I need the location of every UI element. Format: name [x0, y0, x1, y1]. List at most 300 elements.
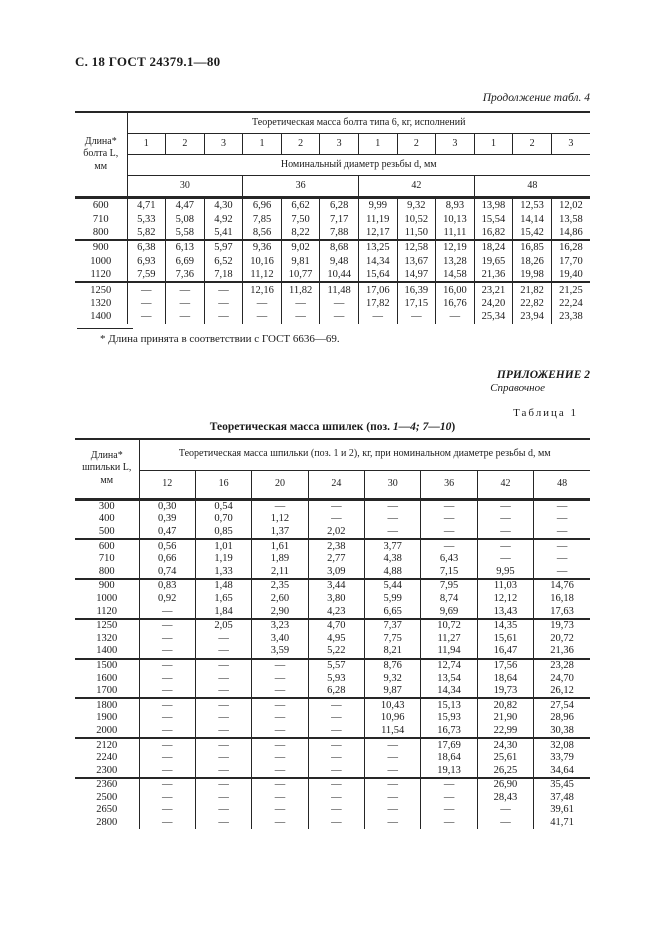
- mass-cell: 11,48: [320, 282, 359, 296]
- length-cell: 900: [75, 579, 139, 593]
- mass-cell: 25,61: [477, 752, 533, 765]
- table-row: [75, 619, 590, 633]
- mass-cell: 12,58: [397, 240, 436, 254]
- mass-cell: —: [195, 672, 251, 685]
- table-row: [75, 804, 590, 817]
- length-cell: 1400: [75, 645, 139, 659]
- mass-cell: —: [365, 752, 421, 765]
- mass-cell: —: [195, 725, 251, 739]
- mass-cell: 7,50: [281, 212, 320, 225]
- length-cell: 2360: [75, 778, 139, 792]
- mass-cell: —: [252, 778, 308, 792]
- table-row: [75, 499, 590, 513]
- mass-cell: 7,95: [421, 579, 477, 593]
- mass-cell: 16,28: [551, 240, 590, 254]
- mass-cell: —: [534, 539, 590, 553]
- mass-cell: 34,64: [534, 764, 590, 778]
- mass-cell: 4,92: [204, 212, 243, 225]
- mass-cell: 2,35: [252, 579, 308, 593]
- length-cell: 2650: [75, 804, 139, 817]
- mass-cell: 10,16: [243, 255, 282, 268]
- mass-cell: —: [139, 712, 195, 725]
- mass-cell: —: [477, 539, 533, 553]
- mass-cell: 18,26: [513, 255, 552, 268]
- mass-cell: 27,54: [534, 698, 590, 712]
- appendix-label: ПРИЛОЖЕНИЕ 2: [496, 368, 590, 381]
- diameter-column-header: 48: [474, 176, 590, 198]
- footnote-rule: [77, 328, 133, 329]
- mass-cell: 7,17: [320, 212, 359, 225]
- mass-cell: 2,38: [308, 539, 364, 553]
- mass-cell: —: [477, 804, 533, 817]
- execution-column-header: 1: [474, 134, 513, 155]
- table-row: [75, 752, 590, 765]
- mass-cell: 8,21: [365, 645, 421, 659]
- mass-cell: —: [308, 778, 364, 792]
- mass-cell: —: [421, 539, 477, 553]
- mass-cell: —: [139, 792, 195, 805]
- mass-cell: 17,06: [358, 282, 397, 296]
- mass-cell: —: [139, 632, 195, 645]
- mass-cell: 6,96: [243, 198, 282, 213]
- length-cell: 500: [75, 526, 139, 540]
- mass-cell: 4,88: [365, 565, 421, 579]
- mass-cell: 19,73: [477, 685, 533, 699]
- mass-cell: 6,65: [365, 605, 421, 619]
- mass-cell: 10,96: [365, 712, 421, 725]
- mass-cell: 15,13: [421, 698, 477, 712]
- mass-cell: —: [195, 685, 251, 699]
- mass-cell: 4,71: [127, 198, 166, 213]
- length-cell: 2000: [75, 725, 139, 739]
- table-row: [75, 198, 590, 213]
- mass-cell: 8,93: [436, 198, 475, 213]
- diameter-column-header: 30: [127, 176, 243, 198]
- mass-cell: —: [320, 310, 359, 323]
- mass-cell: 0,56: [139, 539, 195, 553]
- mass-cell: —: [365, 764, 421, 778]
- mass-cell: 0,92: [139, 593, 195, 606]
- mass-cell: —: [365, 792, 421, 805]
- mass-cell: 23,38: [551, 310, 590, 323]
- mass-cell: 22,99: [477, 725, 533, 739]
- mass-cell: 6,93: [127, 255, 166, 268]
- mass-cell: 5,97: [204, 240, 243, 254]
- mass-cell: 15,93: [421, 712, 477, 725]
- mass-cell: —: [421, 778, 477, 792]
- mass-cell: —: [308, 817, 364, 830]
- mass-cell: 1,48: [195, 579, 251, 593]
- mass-cell: 5,08: [166, 212, 205, 225]
- table1-label: Таблица 1: [513, 406, 578, 419]
- table-row: [75, 526, 590, 540]
- mass-cell: —: [477, 513, 533, 526]
- mass-cell: —: [281, 310, 320, 323]
- execution-column-header: 3: [320, 134, 359, 155]
- mass-cell: 0,47: [139, 526, 195, 540]
- mass-cell: 2,60: [252, 593, 308, 606]
- mass-cell: 16,85: [513, 240, 552, 254]
- mass-cell: 30,38: [534, 725, 590, 739]
- mass-cell: —: [252, 752, 308, 765]
- mass-cell: 21,36: [534, 645, 590, 659]
- mass-cell: —: [421, 792, 477, 805]
- mass-cell: 1,12: [252, 513, 308, 526]
- mass-cell: 16,73: [421, 725, 477, 739]
- mass-cell: 2,77: [308, 553, 364, 566]
- diameter-column-header: 48: [534, 470, 590, 499]
- mass-cell: —: [195, 698, 251, 712]
- table-continuation-label: Продолжение табл. 4: [482, 92, 590, 104]
- mass-cell: —: [252, 659, 308, 673]
- mass-cell: —: [139, 764, 195, 778]
- mass-cell: 1,19: [195, 553, 251, 566]
- mass-cell: —: [308, 712, 364, 725]
- mass-cell: 15,42: [513, 226, 552, 240]
- mass-cell: —: [308, 698, 364, 712]
- mass-cell: —: [365, 526, 421, 540]
- length-cell: 1120: [75, 605, 139, 619]
- table-row: [75, 685, 590, 699]
- footnote: [75, 328, 590, 345]
- mass-cell: 32,08: [534, 738, 590, 752]
- mass-cell: 16,47: [477, 645, 533, 659]
- mass-cell: —: [365, 817, 421, 830]
- mass-cell: —: [127, 297, 166, 310]
- mass-cell: —: [195, 804, 251, 817]
- mass-cell: 0,70: [195, 513, 251, 526]
- mass-cell: 41,71: [534, 817, 590, 830]
- mass-cell: —: [534, 565, 590, 579]
- mass-cell: 33,79: [534, 752, 590, 765]
- mass-cell: 5,33: [127, 212, 166, 225]
- mass-cell: —: [195, 817, 251, 830]
- mass-cell: —: [243, 310, 282, 323]
- mass-cell: 7,75: [365, 632, 421, 645]
- mass-cell: 8,74: [421, 593, 477, 606]
- mass-cell: —: [365, 499, 421, 513]
- mass-cell: —: [252, 764, 308, 778]
- length-cell: 1250: [75, 282, 127, 296]
- mass-cell: —: [139, 659, 195, 673]
- mass-cell: 10,44: [320, 268, 359, 282]
- table-row: [75, 579, 590, 593]
- mass-cell: —: [320, 297, 359, 310]
- mass-cell: —: [477, 499, 533, 513]
- mass-cell: 11,27: [421, 632, 477, 645]
- mass-cell: 12,53: [513, 198, 552, 213]
- length-cell: 1400: [75, 310, 127, 323]
- mass-cell: —: [281, 297, 320, 310]
- mass-cell: 11,50: [397, 226, 436, 240]
- appendix-sublabel: Справочное: [490, 381, 545, 394]
- mass-cell: 0,30: [139, 499, 195, 513]
- table-row: [75, 513, 590, 526]
- mass-cell: —: [139, 725, 195, 739]
- mass-cell: 12,19: [436, 240, 475, 254]
- mass-cell: 12,74: [421, 659, 477, 673]
- mass-cell: —: [195, 778, 251, 792]
- mass-cell: 7,85: [243, 212, 282, 225]
- mass-cell: 5,99: [365, 593, 421, 606]
- stud-table-top-header: Теоретическая масса шпильки (поз. 1 и 2), кг, при номинальном диаметре резьбы d, мм: [139, 439, 590, 471]
- mass-cell: —: [195, 752, 251, 765]
- mass-cell: 18,24: [474, 240, 513, 254]
- mass-cell: 16,76: [436, 297, 475, 310]
- table-row: [75, 553, 590, 566]
- length-cell: 2240: [75, 752, 139, 765]
- mass-cell: 23,94: [513, 310, 552, 323]
- stud-mass-table: [75, 438, 590, 830]
- mass-cell: 11,82: [281, 282, 320, 296]
- mass-cell: 24,70: [534, 672, 590, 685]
- mass-cell: 12,12: [477, 593, 533, 606]
- mass-cell: —: [365, 778, 421, 792]
- mass-cell: 26,90: [477, 778, 533, 792]
- bolt-diameter-header: Номинальный диаметр резьбы d, мм: [127, 155, 590, 176]
- mass-cell: 6,38: [127, 240, 166, 254]
- table-row: [75, 764, 590, 778]
- mass-cell: 7,36: [166, 268, 205, 282]
- length-cell: 1120: [75, 268, 127, 282]
- mass-cell: —: [166, 282, 205, 296]
- table-row: [75, 659, 590, 673]
- mass-cell: —: [195, 764, 251, 778]
- mass-cell: 1,84: [195, 605, 251, 619]
- length-cell: 1900: [75, 712, 139, 725]
- mass-cell: 3,44: [308, 579, 364, 593]
- execution-column-header: 3: [551, 134, 590, 155]
- table-row: [75, 226, 590, 240]
- table-row: [75, 593, 590, 606]
- mass-cell: —: [139, 752, 195, 765]
- mass-cell: 19,13: [421, 764, 477, 778]
- mass-cell: —: [195, 712, 251, 725]
- table-row: [75, 698, 590, 712]
- mass-cell: 26,25: [477, 764, 533, 778]
- length-cell: 1000: [75, 593, 139, 606]
- mass-cell: 3,23: [252, 619, 308, 633]
- mass-cell: 37,48: [534, 792, 590, 805]
- execution-column-header: 2: [397, 134, 436, 155]
- mass-cell: —: [204, 297, 243, 310]
- mass-cell: 9,69: [421, 605, 477, 619]
- mass-cell: 15,61: [477, 632, 533, 645]
- mass-cell: 14,35: [477, 619, 533, 633]
- stud-length-column-header: Длина* шпильки L, мм: [75, 439, 139, 500]
- mass-cell: —: [308, 804, 364, 817]
- mass-cell: 0,74: [139, 565, 195, 579]
- execution-column-header: 1: [243, 134, 282, 155]
- mass-cell: 0,66: [139, 553, 195, 566]
- bolt-table-header: [75, 112, 590, 198]
- mass-cell: 9,99: [358, 198, 397, 213]
- mass-cell: 9,02: [281, 240, 320, 254]
- length-cell: 710: [75, 553, 139, 566]
- table-row: [75, 565, 590, 579]
- mass-cell: 23,28: [534, 659, 590, 673]
- table-row: [75, 738, 590, 752]
- mass-cell: 1,65: [195, 593, 251, 606]
- mass-cell: —: [421, 526, 477, 540]
- mass-cell: 23,21: [474, 282, 513, 296]
- mass-cell: 9,32: [365, 672, 421, 685]
- stud-title-prefix: Теоретическая масса шпилек (поз.: [209, 420, 393, 433]
- mass-cell: 20,82: [477, 698, 533, 712]
- mass-cell: —: [397, 310, 436, 323]
- mass-cell: —: [243, 297, 282, 310]
- mass-cell: 2,02: [308, 526, 364, 540]
- mass-cell: 11,54: [365, 725, 421, 739]
- mass-cell: —: [308, 738, 364, 752]
- execution-column-header: 2: [166, 134, 205, 155]
- length-cell: 800: [75, 226, 127, 240]
- table-row: [75, 792, 590, 805]
- mass-cell: 4,23: [308, 605, 364, 619]
- mass-cell: 25,34: [474, 310, 513, 323]
- appendix-block: [75, 369, 590, 394]
- length-cell: 2120: [75, 738, 139, 752]
- mass-cell: —: [534, 499, 590, 513]
- mass-cell: 4,30: [204, 198, 243, 213]
- mass-cell: —: [358, 310, 397, 323]
- execution-column-header: 3: [436, 134, 475, 155]
- mass-cell: —: [204, 310, 243, 323]
- mass-cell: 18,64: [477, 672, 533, 685]
- mass-cell: —: [308, 513, 364, 526]
- mass-cell: —: [421, 804, 477, 817]
- mass-cell: 5,41: [204, 226, 243, 240]
- mass-cell: —: [477, 817, 533, 830]
- mass-cell: —: [421, 499, 477, 513]
- mass-cell: 11,12: [243, 268, 282, 282]
- mass-cell: 9,81: [281, 255, 320, 268]
- mass-cell: 9,36: [243, 240, 282, 254]
- mass-cell: 10,13: [436, 212, 475, 225]
- mass-cell: 17,63: [534, 605, 590, 619]
- mass-cell: 7,18: [204, 268, 243, 282]
- length-cell: 2300: [75, 764, 139, 778]
- execution-column-header: 1: [127, 134, 166, 155]
- mass-cell: 14,58: [436, 268, 475, 282]
- mass-cell: 21,82: [513, 282, 552, 296]
- mass-cell: 22,82: [513, 297, 552, 310]
- mass-cell: 6,13: [166, 240, 205, 254]
- mass-cell: 10,77: [281, 268, 320, 282]
- stud-title-positions: 1—4; 7—10: [392, 420, 452, 433]
- mass-cell: —: [139, 672, 195, 685]
- mass-cell: —: [252, 698, 308, 712]
- table-row: [75, 817, 590, 830]
- execution-column-header: 3: [204, 134, 243, 155]
- mass-cell: —: [534, 553, 590, 566]
- mass-cell: —: [308, 752, 364, 765]
- mass-cell: 10,43: [365, 698, 421, 712]
- mass-cell: 3,80: [308, 593, 364, 606]
- mass-cell: 8,76: [365, 659, 421, 673]
- diameter-column-header: 30: [365, 470, 421, 499]
- length-cell: 1800: [75, 698, 139, 712]
- mass-cell: 24,20: [474, 297, 513, 310]
- mass-cell: 11,94: [421, 645, 477, 659]
- mass-cell: 19,65: [474, 255, 513, 268]
- mass-cell: —: [139, 817, 195, 830]
- execution-column-header: 2: [281, 134, 320, 155]
- mass-cell: 4,38: [365, 553, 421, 566]
- mass-cell: —: [195, 738, 251, 752]
- mass-cell: 14,97: [397, 268, 436, 282]
- stud-table-title: [75, 421, 590, 433]
- table-row: [75, 240, 590, 254]
- mass-cell: 19,73: [534, 619, 590, 633]
- mass-cell: 17,69: [421, 738, 477, 752]
- mass-cell: 24,30: [477, 738, 533, 752]
- mass-cell: —: [308, 764, 364, 778]
- mass-cell: —: [139, 605, 195, 619]
- mass-cell: 13,28: [436, 255, 475, 268]
- mass-cell: —: [195, 645, 251, 659]
- mass-cell: —: [252, 817, 308, 830]
- mass-cell: —: [139, 685, 195, 699]
- mass-cell: —: [252, 725, 308, 739]
- length-cell: 1600: [75, 672, 139, 685]
- mass-cell: 22,24: [551, 297, 590, 310]
- mass-cell: 4,47: [166, 198, 205, 213]
- mass-cell: 9,95: [477, 565, 533, 579]
- mass-cell: —: [308, 499, 364, 513]
- diameter-column-header: 36: [243, 176, 359, 198]
- mass-cell: 14,14: [513, 212, 552, 225]
- mass-cell: 5,22: [308, 645, 364, 659]
- mass-cell: —: [195, 632, 251, 645]
- mass-cell: 8,68: [320, 240, 359, 254]
- diameter-column-header: 36: [421, 470, 477, 499]
- mass-cell: —: [252, 792, 308, 805]
- mass-cell: 1,01: [195, 539, 251, 553]
- length-cell: 400: [75, 513, 139, 526]
- mass-cell: 6,43: [421, 553, 477, 566]
- mass-cell: —: [252, 672, 308, 685]
- length-cell: 2500: [75, 792, 139, 805]
- table-row: [75, 725, 590, 739]
- execution-column-header: 1: [358, 134, 397, 155]
- mass-cell: 2,05: [195, 619, 251, 633]
- mass-cell: 9,32: [397, 198, 436, 213]
- mass-cell: 14,34: [358, 255, 397, 268]
- mass-cell: 1,61: [252, 539, 308, 553]
- mass-cell: —: [534, 513, 590, 526]
- mass-cell: 18,64: [421, 752, 477, 765]
- length-cell: 300: [75, 499, 139, 513]
- mass-cell: 1,37: [252, 526, 308, 540]
- mass-cell: 12,17: [358, 226, 397, 240]
- mass-cell: —: [252, 738, 308, 752]
- stud-title-suffix: ): [451, 420, 456, 433]
- mass-cell: —: [365, 513, 421, 526]
- length-cell: 1700: [75, 685, 139, 699]
- mass-cell: —: [436, 310, 475, 323]
- bolt-mass-table: [75, 111, 590, 324]
- mass-cell: —: [195, 659, 251, 673]
- mass-cell: 0,83: [139, 579, 195, 593]
- execution-column-header: 2: [513, 134, 552, 155]
- mass-cell: 6,62: [281, 198, 320, 213]
- mass-cell: 5,57: [308, 659, 364, 673]
- mass-cell: 3,09: [308, 565, 364, 579]
- mass-cell: 8,56: [243, 226, 282, 240]
- diameter-column-header: 20: [252, 470, 308, 499]
- mass-cell: —: [139, 645, 195, 659]
